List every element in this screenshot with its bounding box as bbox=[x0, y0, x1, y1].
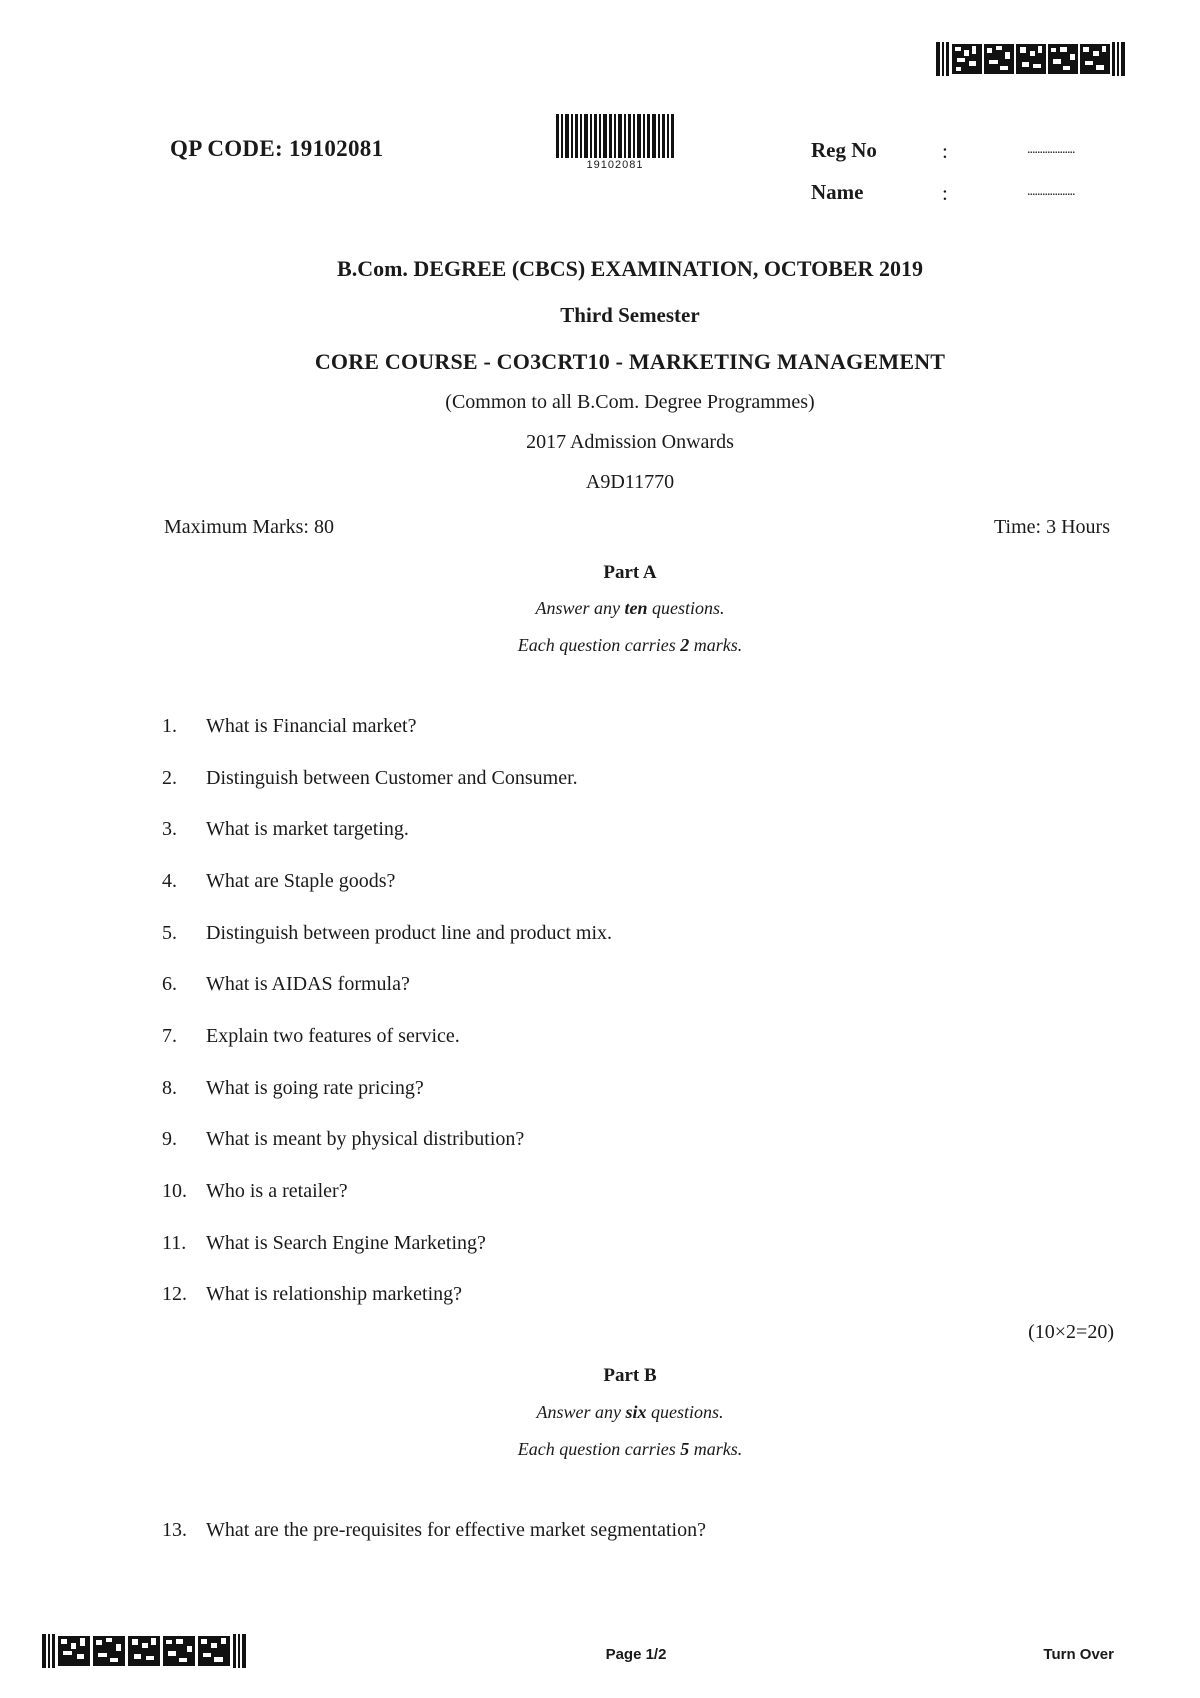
part-b-instruction-1: Answer any six questions. bbox=[536, 1402, 724, 1422]
question-6: 6. What is AIDAS formula? bbox=[162, 973, 410, 995]
top-right-barcode-icon bbox=[936, 42, 1128, 76]
part-a-marks: (10×2=20) bbox=[1028, 1321, 1114, 1343]
name-colon: : bbox=[942, 181, 948, 205]
question-11: 11. What is Search Engine Marketing? bbox=[162, 1232, 486, 1254]
name-label: Name bbox=[811, 180, 864, 204]
part-b-instruction-2: Each question carries 5 marks. bbox=[517, 1439, 743, 1459]
name-field: ................... bbox=[1027, 184, 1075, 199]
part-b-title: Part B bbox=[603, 1365, 657, 1386]
exam-title: B.Com. DEGREE (CBCS) EXAMINATION, OCTOBER 2019 bbox=[337, 256, 923, 281]
reg-no-label: Reg No bbox=[811, 138, 877, 162]
question-1: 1. What is Financial market? bbox=[162, 715, 417, 737]
part-a-instruction-1: Answer any ten questions. bbox=[535, 598, 725, 618]
reg-no-field: ................... bbox=[1027, 142, 1075, 157]
question-2: 2. Distinguish between Customer and Consumer. bbox=[162, 767, 578, 789]
question-7: 7. Explain two features of service. bbox=[162, 1025, 460, 1047]
question-8: 8. What is going rate pricing? bbox=[162, 1077, 424, 1099]
question-13: 13. What are the pre-requisites for effective market segmentation? bbox=[162, 1519, 706, 1541]
maximum-marks: Maximum Marks: 80 bbox=[164, 516, 334, 538]
page-number: Page 1/2 bbox=[605, 1646, 667, 1663]
exam-time: Time: 3 Hours bbox=[994, 516, 1110, 538]
question-4: 4. What are Staple goods? bbox=[162, 870, 396, 892]
common-note: (Common to all B.Com. Degree Programmes) bbox=[445, 391, 815, 413]
question-3: 3. What is market targeting. bbox=[162, 818, 409, 840]
barcode-number: 19102081 bbox=[586, 159, 644, 171]
question-9: 9. What is meant by physical distribution? bbox=[162, 1128, 525, 1150]
course-title: CORE COURSE - CO3CRT10 - MARKETING MANAGEMENT bbox=[314, 349, 946, 374]
qp-code: QP CODE: 19102081 bbox=[170, 136, 384, 161]
admission-note: 2017 Admission Onwards bbox=[526, 431, 734, 453]
question-10: 10. Who is a retailer? bbox=[162, 1180, 348, 1202]
semester: Third Semester bbox=[560, 303, 700, 327]
qp-barcode bbox=[556, 114, 674, 171]
paper-code: A9D11770 bbox=[585, 471, 675, 493]
turn-over-note: Turn Over bbox=[1043, 1646, 1114, 1663]
barcode-icon bbox=[556, 114, 674, 158]
question-12: 12. What is relationship marketing? bbox=[162, 1283, 463, 1305]
reg-no-colon: : bbox=[942, 139, 948, 163]
part-a-instruction-2: Each question carries 2 marks. bbox=[517, 635, 743, 655]
question-5: 5. Distinguish between product line and product mix. bbox=[162, 922, 613, 944]
part-a-title: Part A bbox=[603, 562, 657, 583]
